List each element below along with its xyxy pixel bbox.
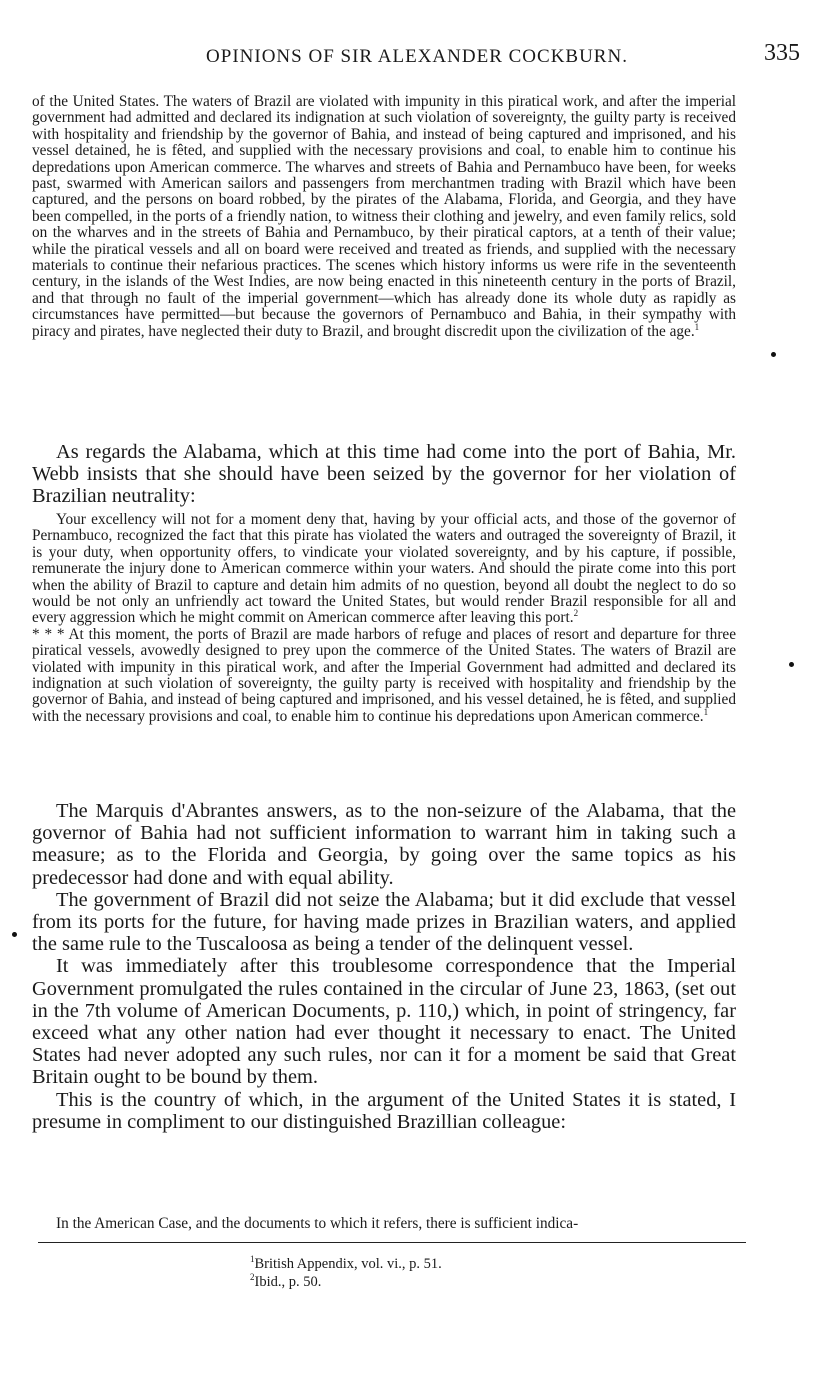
quoted-paragraph: [32, 627, 736, 725]
paragraph-text: In the American Case, and the documents to which it refers, there is sufficient indica-: [56, 1215, 579, 1232]
block-quote-continued: [32, 94, 736, 340]
paragraph-text: of the United States. The waters of Brazil are violated with impunity in this piratical work, and after the imperial government had admitted and declared its indignation at such violation of sovereignty, the guilty party is received with hospitality and friendship by the governor of Bahia, and instead of being captured and imprisoned, and his vessel detained, he is fêted, and supplied with the necessary provisions and coal, to enable him to continue his depredations upon American commerce. The wharves and streets of Bahia and Pernambuco have been, for weeks past, swarmed with American sailors and passengers from merchantmen trading with Brazil which have been captured, and the persons on board robbed, by the pirates of the Alabama, Florida, and Georgia, and they have been compelled, in the ports of a friendly nation, to witness their clothing and jewelry, and even family relics, sold on the wharves and in the streets of Bahia and Pernambuco, by their piratical captors, at a tenth of their value; while the piratical vessels and all on board were received and treated as friends, and supplied with the necessary materials to continue their nefarious practices. The scenes which history informs us were rife in the seventeenth century, in the islands of the West Indies, are now being enacted in this nineteenth century in the ports of Brazil, and that through no fault of the imperial government—which has already done its whole duty as rapidly as circumstances have permitted—but because the governors of Pernambuco and Bahia, in their sympathy with piracy and pirates, have neglected their duty to Brazil, and brought discredit upon the civilization of the age.: [32, 93, 736, 340]
footnote-ref: 2: [573, 608, 579, 619]
body-paragraphs: [32, 800, 736, 1133]
margin-mark: [12, 932, 17, 937]
block-quote-start: [32, 1216, 736, 1232]
footnote-text: British Appendix, vol. vi., p. 51.: [254, 1256, 442, 1272]
paragraph-text: It was immediately after this troublesome correspondence that the Imperial Government promulgated the rules contained in the circular of June 23, 1863, (set out in the 7th volume of American Documents, p. 110,) which, in point of stringency, far exceed what any other nation had ever thought it necessary to enact. The United States had never adopted any such rules, nor can it for a moment be said that Great Britain ought to be bound by them.: [32, 955, 736, 1089]
footnote-item: [250, 1273, 442, 1291]
paragraph-text: This is the country of which, in the argument of the United States it is stated, I presume in compliment to our distinguished Brazillian colleague:: [32, 1088, 736, 1133]
quoted-paragraph: [32, 94, 736, 340]
footnote-ref: 1: [703, 706, 709, 717]
footnote-ref: 1: [694, 321, 700, 332]
footnote-mark: 2: [250, 1272, 255, 1283]
paragraph-text: Your excellency will not for a moment deny that, having by your official acts, and those of the governor of Pernambuco, recognized the fact that this pirate has violated the waters and outraged the sovereignty of Brazil, it is your duty, when opportunity offers, to vindicate your violated sovereignty, and by his capture, if possible, remunerate the injury done to American commerce within your waters. And should the pirate come into this port when the ability of Brazil to capture and detain him admits of no question, beyond all doubt the neglect to do so would be not only an unfriendly act toward the United States, but would render Brazil responsible for all and every aggression which he might commit on American commerce after leaving this port.: [32, 511, 736, 627]
footnote-item: [250, 1255, 442, 1273]
footnote-mark: 1: [250, 1254, 255, 1265]
footnote-divider: [38, 1242, 746, 1243]
footnotes: [250, 1255, 442, 1291]
body-paragraph: [32, 441, 736, 508]
footnote-text: Ibid., p. 50.: [254, 1274, 322, 1290]
paragraph-text: As regards the Alabama, which at this time had come into the port of Bahia, Mr. Webb insists that she should have been seized by the governor for her violation of Brazilian neutrality:: [32, 441, 736, 508]
margin-mark: [789, 662, 794, 667]
page-number: 335: [764, 40, 800, 66]
paragraph-text: * * * At this moment, the ports of Brazil are made harbors of refuge and places of resort and departure for three piratical vessels, avowedly designed to prey upon the commerce of the United States. The waters of Brazil are violated with impunity in this piratical work, and after the Imperial Government had admitted and declared its indignation at such violation of sovereignty, the guilty party is received with hospitality and friendship by the governor of Bahia, and instead of being captured and imprisoned, and his vessel detained, he is fêted, and supplied with the necessary provisions and coal, to enable him to continue his depredations upon American commerce.: [32, 625, 736, 725]
block-quote: [32, 512, 736, 725]
paragraph-text: The government of Brazil did not seize the Alabama; but it did exclude that vessel from its ports for the future, for having made prizes in Brazilian waters, and applied the same rule to the Tuscaloosa as being a tender of the delinquent vessel.: [32, 888, 736, 956]
margin-mark: [771, 352, 776, 357]
paragraph-text: The Marquis d'Abrantes answers, as to the non-seizure of the Alabama, that the governor of Bahia had not sufficient information to warrant him in taking such a measure; as to the Florida and Georgia, by going over the same topics as his predecessor had done and with equal ability.: [32, 800, 736, 889]
quoted-paragraph: [32, 512, 736, 627]
page-header: [34, 40, 800, 74]
running-title: OPINIONS OF SIR ALEXANDER COCKBURN.: [206, 46, 628, 67]
